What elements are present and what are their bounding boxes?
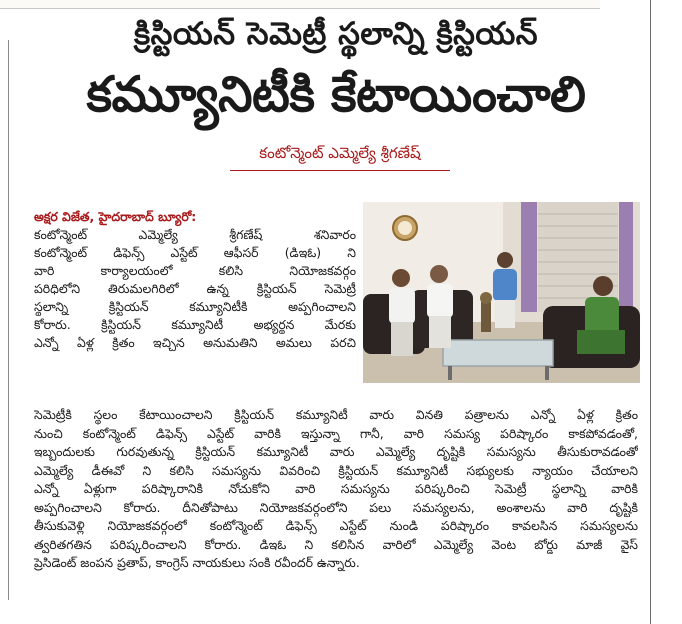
- top-page-strip: [0, 0, 600, 9]
- body-line: [34, 226, 356, 244]
- dateline: [34, 208, 356, 226]
- body-line-text: సెమెట్రీకి స్థలం కేటాయించాలని క్రిస్టియన్ కమ్యూనిటీ వారు వినతి పత్రాలను ఎన్నో ఏళ్ల క్రితం: [34, 407, 638, 422]
- body-line-text: ఎమ్మెల్యే డీఈవో ని కలిసి సమస్యను వివరించి క్రిస్టియన్ కమ్యూనిటీ సభ్యులకు న్యాయం చేయాలని: [34, 462, 638, 478]
- body-line: [34, 443, 638, 462]
- body-line-text: త్వరితగతిన పరిష్కరించాలని కోరారు. డిఇఓ ని కలిసిన వారిలో ఎమ్మెల్యే వెంట బోర్డు మాజీ వైస్: [34, 536, 638, 552]
- body-line: [34, 536, 638, 555]
- body-line-text: పరిధిలోని తిరుమలగిరిలో ఉన్న క్రిస్టియన్ సెమెట్రీ: [34, 281, 356, 296]
- body-line: [34, 462, 638, 481]
- headline-line-1: క్రిస్టియన్ సెమెట్రీ స్థలాన్ని క్రిస్టియన్: [133, 16, 539, 52]
- body-line: [34, 480, 638, 499]
- meeting-photo-illustration: [363, 202, 640, 383]
- body-line: [34, 406, 638, 425]
- body-line-text: కోరారు. క్రిస్టియన్ కమ్యూనిటీ అభ్యర్థన మేరకు: [34, 317, 356, 332]
- body-line-text: వారి కార్యాలయంలో కలిసి నియోజకవర్గం: [34, 263, 356, 278]
- body-line: [34, 316, 356, 334]
- column-divider-right: [650, 0, 651, 624]
- subheadline: కంటోన్మెంట్ ఎమ్మెల్యే శ్రీగణేష్: [230, 144, 450, 171]
- body-line: [34, 499, 638, 518]
- body-line-text: ఎన్నో ఏళ్లుగా పరిష్కారానికి నోచుకోని వారి సమస్యను పరిష్కరించి సెమెట్రీ స్థలాన్ని వారికి: [34, 481, 638, 496]
- body-line-text: తీసుకువెళ్లి నియోజకవర్గంలో కంటోన్మెంట్ డిఫెన్స్ ఎస్టేట్ నుండి పరిష్కారం కావలసిన సమస్యలను: [34, 518, 638, 533]
- article-body-full-width: [34, 406, 638, 573]
- body-line-text: అప్పగించాలని కోరారు. దీనితోపాటు నియోజకవర్గంలోని పలు సమస్యలను, అంశాలను వారి దృష్టికి: [34, 499, 638, 515]
- body-line: [34, 244, 356, 262]
- news-photo: [363, 202, 640, 383]
- body-line: [34, 554, 638, 573]
- body-line: [34, 517, 638, 536]
- body-line: [34, 262, 356, 280]
- body-line: [34, 298, 356, 316]
- body-line-text: ప్రెసిడెంట్ జంపన ప్రతాప్, కాంగ్రెస్ నాయకులు సంకి రవీందర్ ఉన్నారు.: [34, 555, 360, 570]
- body-line-text: నుంచి కంటోన్మెంట్ డిఫెన్స్ ఎస్టేట్ వారికి ఇస్తున్నా గానీ, వారి సమస్య పరిష్కారం కాకపోవడంతో,: [34, 425, 638, 441]
- body-line-text: కంటోన్మెంట్ డిఫెన్స్ ఎస్టేట్ ఆఫీసర్ (డిఇఓ) ని: [34, 245, 356, 260]
- body-line: [34, 425, 638, 444]
- body-line-text: ఇబ్బందులకు గురవుతున్న క్రిస్టియన్ కమ్యూనిటీ వారు ఎమ్మెల్యే దృష్టికి సమస్యను తీసుకురావడంతో: [34, 444, 638, 459]
- news-article: [30, 16, 642, 616]
- headline-line-2: కమ్యూనిటీకి కేటాయించాలి: [86, 66, 586, 123]
- body-line-text: కంటోన్మెంట్ ఎమ్మెల్యే శ్రీగణేష్ శనివారం: [34, 227, 356, 242]
- body-line: [34, 334, 356, 352]
- article-body-column: [34, 208, 356, 352]
- body-line-text: స్థలాన్ని క్రిస్టియన్ కమ్యూనిటీకి అప్పగించాలని: [34, 299, 356, 314]
- body-line-text: ఎన్నో ఏళ్ల క్రితం ఇచ్చిన అనుమతిని అమలు పరచి: [34, 335, 356, 350]
- body-line: [34, 280, 356, 298]
- column-divider-left: [8, 40, 9, 600]
- dateline-text: అక్షర విజేత, హైదరాబాద్ బ్యూరో:: [34, 209, 197, 224]
